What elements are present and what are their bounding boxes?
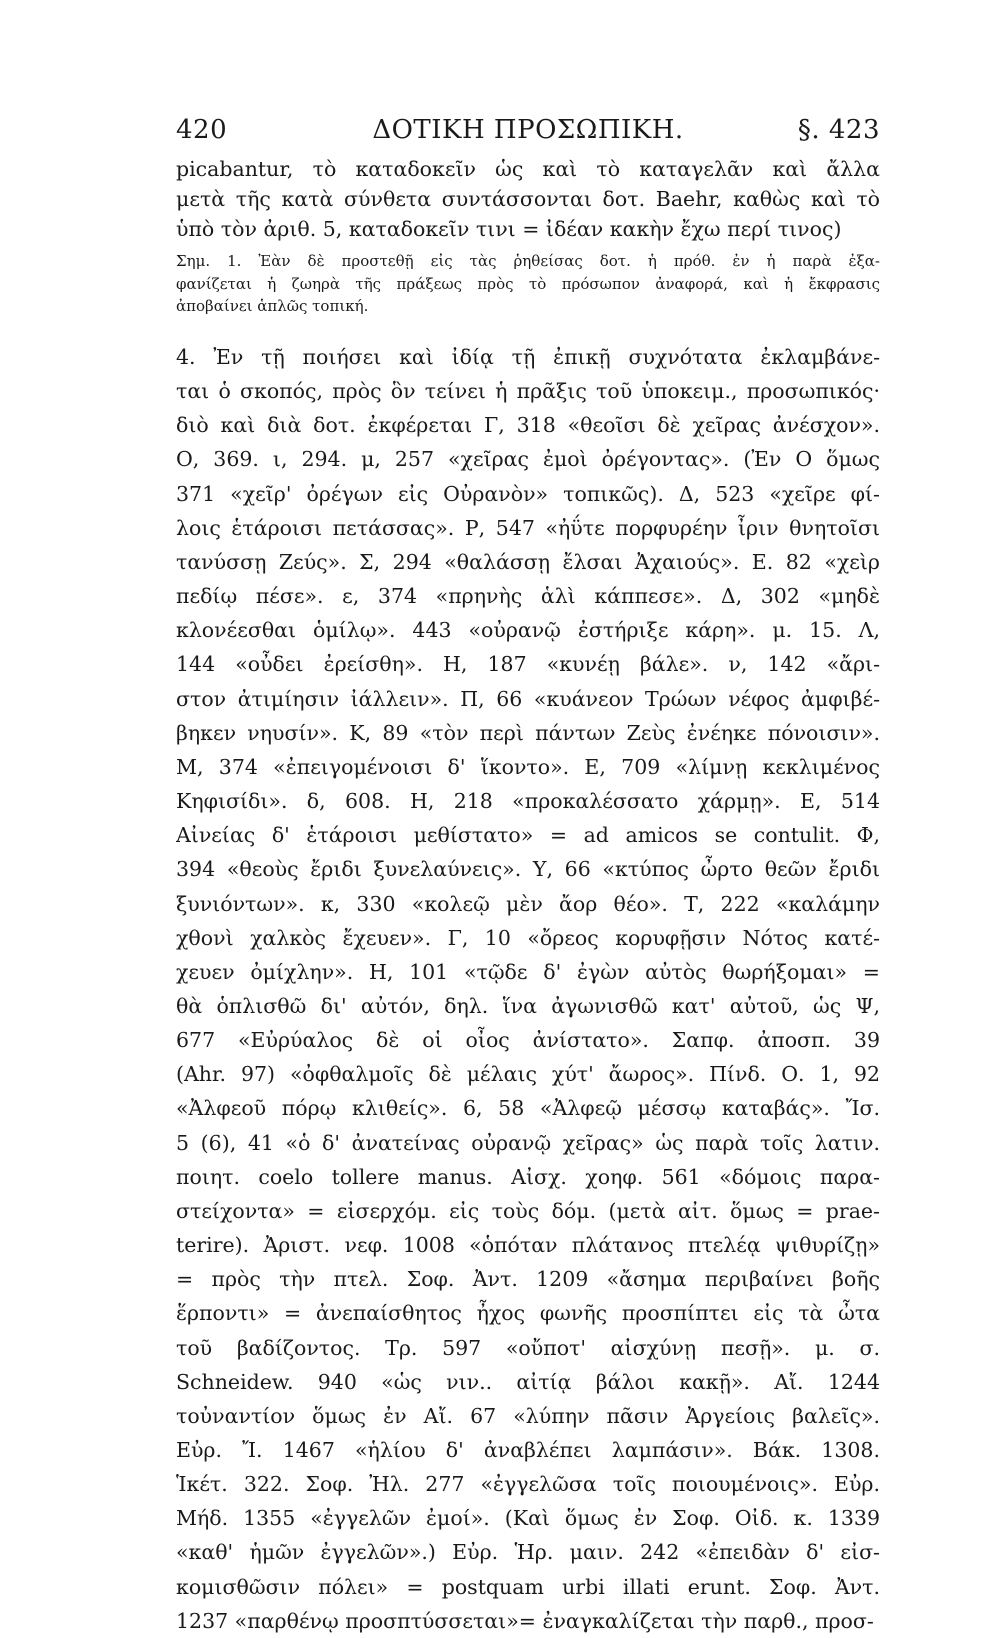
text-line: Schneidew. 940 «ὡς νιν.. αἰτίᾳ βάλοι κακῇ». Αἴ. 1244 [176,1369,880,1394]
text-line: = πρὸς τὴν πτελ. Σοφ. Ἀντ. 1209 «ἄσημα περιβαίνει βοῆς [176,1267,880,1292]
text-line: βηκεν νηυσίν». Κ, 89 «τὸν περὶ πάντων Ζεὺς ἐνέηκε πόνοισιν». [176,720,880,745]
text-line: 1237 «παρθένῳ προσπτύσσεται»= ἐναγκαλίζεται τὴν παρθ., προσ- [176,1608,874,1633]
text-line: 394 «θεοὺς ἔριδι ξυνελαύνεις». Υ, 66 «κτύπος ὦρτο θεῶν ἔριδι [176,857,880,882]
text-line: τοῦ βαδίζοντος. Τρ. 597 «οὔποτ' αἰσχύνῃ πεσῇ». μ. σ. [176,1335,880,1360]
text-line: κλονέεσθαι ὁμίλῳ». 443 «οὐρανῷ ἐστήριξε κάρη». μ. 15. Λ, [176,618,880,643]
text-line: 5 (6), 41 «ὁ δ' ἀνατείνας οὐρανῷ χεῖρας» ὡς παρὰ τοῖς λατιν. [176,1130,880,1155]
text-line: μετὰ τῆς κατὰ σύνθετα συντάσσονται δοτ. Baehr, καθὼς καὶ τὸ [176,187,880,211]
text-line: Εὐρ. Ἴ. 1467 «ἡλίου δ' ἀναβλέπει λαμπάσιν». Βάκ. 1308. [176,1438,880,1462]
main-paragraph [176,340,880,1638]
text-line: ποιητ. coelo tollere manus. Αἰσχ. χοηφ. 561 «δόμοις παρα- [176,1164,880,1189]
text-line: πεδίῳ πέσε». ε, 374 «πρηνὴς ἁλὶ κάππεσε». Δ, 302 «μηδὲ [176,584,880,609]
section-number: §. 423 [797,115,880,145]
text-line: τοὐναντίον ὅμως ἐν Αἴ. 67 «λύπην πᾶσιν Ἀργείοις βαλεῖς». [176,1403,880,1428]
text-line: τανύσσῃ Ζεύς». Σ, 294 «θαλάσσῃ ἔλσαι Ἀχαιούς». Ε. 82 «χεὶρ [176,549,880,574]
text-line: στον ἀτιμίησιν ἰάλλειν». Π, 66 «κυάνεον Τρώων νέφος ἀμφιβέ- [176,686,880,711]
text-line: φανίζεται ἡ ζωηρὰ τῆς πράξεως πρὸς τὸ πρόσωπον ἀναφορά, καὶ ἡ ἔκφρασις [176,274,880,293]
text-line: στείχοντα» = εἰσερχόμ. εἰς τοὺς δόμ. (μετὰ αἰτ. ὅμως = prae- [176,1198,880,1223]
text-line: «Ἀλφεοῦ πόρῳ κλιθείς». 6, 58 «Ἀλφεῷ μέσσῳ καταβάς». Ἴσ. [176,1096,880,1121]
text-line: 144 «οὖδει ἐρείσθη». Η, 187 «κυνέῃ βάλε». ν, 142 «ἄρι- [176,652,880,677]
text-line: Ο, 369. ι, 294. μ, 257 «χεῖρας ἐμοὶ ὀρέγοντας». (Ἐν Ο ὅμως [176,447,880,472]
text-line: Ἱκέτ. 322. Σοφ. Ἠλ. 277 «ἐγγελῶσα τοῖς ποιουμένοις». Εὐρ. [176,1472,880,1497]
text-line: θὰ ὁπλισθῶ δι' αὐτόν, δηλ. ἵνα ἀγωνισθῶ κατ' αὐτοῦ, ὡς Ψ, [176,993,880,1018]
text-line: Μήδ. 1355 «ἐγγελῶν ἐμοί». (Καὶ ὅμως ἐν Σοφ. Οἰδ. κ. 1339 [176,1506,880,1531]
intro-paragraph [176,154,880,244]
text-line: ἀποβαίνει ἁπλῶς τοπική. [176,297,369,315]
text-line: ξυνιόντων». κ, 330 «κολεῷ μὲν ἄορ θέο». Τ, 222 «καλάμην [176,891,880,916]
text-line: picabantur, τὸ καταδοκεῖν ὡς καὶ τὸ καταγελᾶν καὶ ἄλλα [176,157,880,181]
text-line: διὸ καὶ διὰ δοτ. ἐκφέρεται Γ, 318 «θεοῖσι δὲ χεῖρας ἀνέσχον». [176,413,880,438]
text-line: κομισθῶσιν πόλει» = postquam urbi illati erunt. Σοφ. Ἀντ. [176,1574,880,1599]
text-line: 371 «χεῖρ' ὀρέγων εἰς Οὐρανὸν» τοπικῶς). Δ, 523 «χεῖρε φί- [176,481,880,506]
text-line: «καθ' ἡμῶν ἐγγελῶν».) Εὐρ. Ἡρ. μαιν. 242 «ἐπειδὰν δ' εἰσ- [176,1540,880,1565]
text-line: Αἰνείας δ' ἑτάροισι μεθίστατο» = ad amicos se contulit. Φ, [176,823,880,848]
text-line: terire). Ἀριστ. νεφ. 1008 «ὁπόταν πλάτανος πτελέᾳ ψιθυρίζῃ» [176,1233,880,1258]
text-line: Κηφισίδι». δ, 608. Η, 218 «προκαλέσσατο χάρμῃ». Ε, 514 [176,789,880,814]
text-line: Μ, 374 «ἐπειγομένοισι δ' ἵκοντο». Ε, 709 «λίμνῃ κεκλιμένος [176,754,880,779]
text-line: Σημ. 1. Ἐὰν δὲ προστεθῇ εἰς τὰς ῥηθείσας δοτ. ἡ πρόθ. ἐν ἡ παρὰ ἐξα- [176,252,880,270]
running-header [176,112,880,148]
page-number: 420 [176,115,228,145]
footnote-remark [176,250,880,318]
text-line: 4. Ἐν τῇ ποιήσει καὶ ἰδίᾳ τῇ ἐπικῇ συχνότατα ἐκλαμβάνε- [176,345,880,369]
page-title: ΔΟΤΙΚΗ ΠΡΟΣΩΠΙΚΗ. [372,115,684,145]
text-line: λοις ἑτάροισι πετάσσας». Ρ, 547 «ἠΰτε πορφυρέην ἶριν θνητοῖσι [176,515,880,540]
text-line: (Ahr. 97) «ὀφθαλμοῖς δὲ μέλαις χύτ' ἄωρος». Πίνδ. Ο. 1, 92 [176,1062,880,1087]
text-line: ὑπὸ τὸν ἀριθ. 5, καταδοκεῖν τινι = ἰδέαν κακὴν ἔχω περί τινος) [176,217,842,241]
text-line: ἕρποντι» = ἀνεπαίσθητος ἦχος φωνῆς προσπίπτει εἰς τὰ ὦτα [176,1301,880,1326]
text-line: ται ὁ σκοπός, πρὸς ὃν τείνει ἡ πρᾶξις τοῦ ὑποκειμ., προσωπικός· [176,379,880,404]
text-line: 677 «Εὐρύαλος δὲ οἱ οἶος ἀνίστατο». Σαπφ. ἀποσπ. 39 [176,1028,880,1053]
text-line: χευεν ὀμίχλην». Η, 101 «τῷδε δ' ἐγὼν αὐτὸς θωρήξομαι» = [176,959,880,984]
text-line: χθονὶ χαλκὸς ἔχευεν». Γ, 10 «ὄρεος κορυφῇσιν Νότος κατέ- [176,925,880,950]
book-page [176,112,880,1633]
